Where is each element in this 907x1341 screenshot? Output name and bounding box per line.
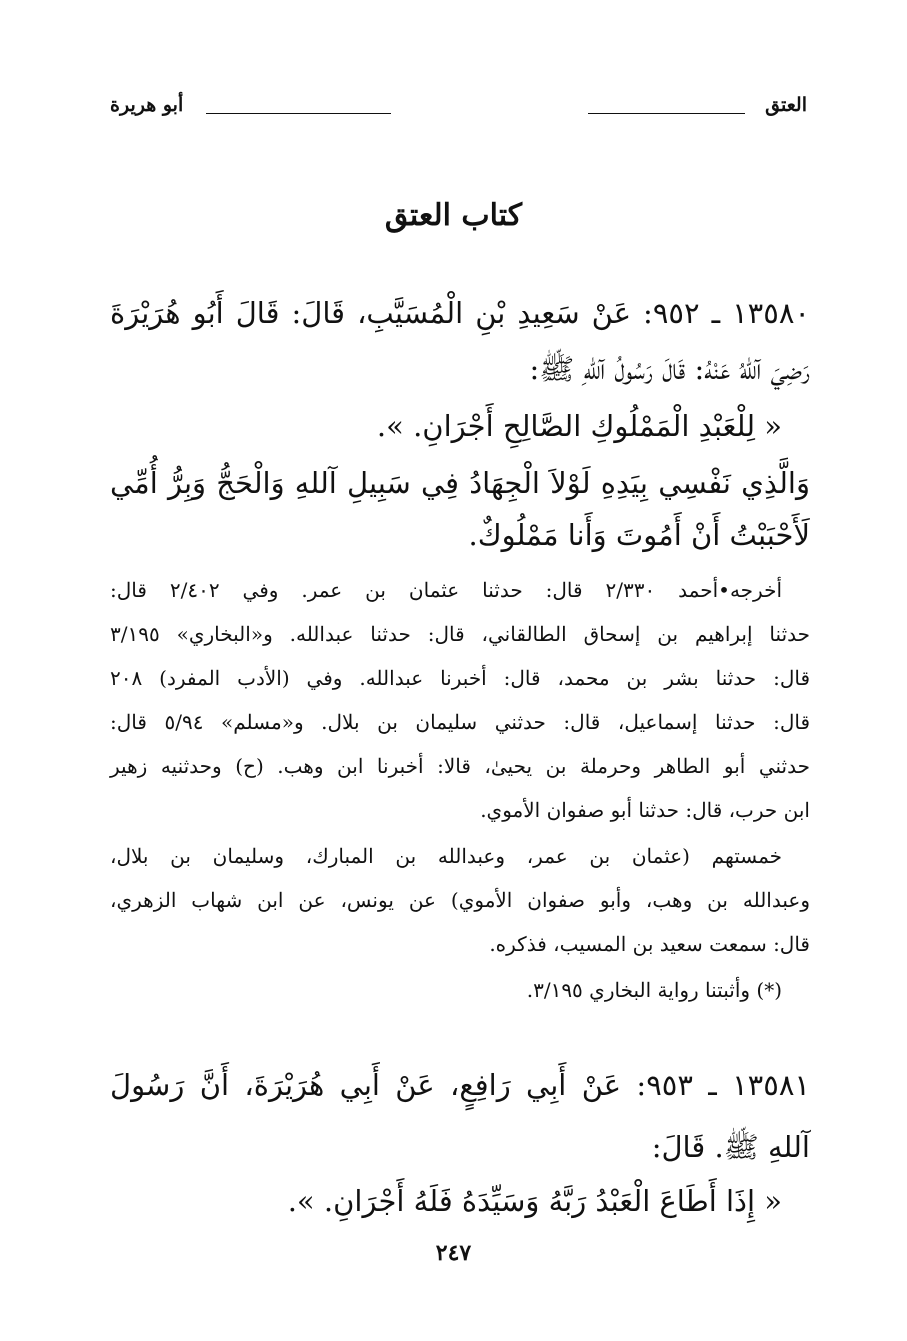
takhrij-line: قال: حدثنا بشر بن محمد، قال: أخبرنا عبدالله. وفي (الأدب المفرد) ٢٠٨: [110, 666, 811, 690]
takhrij-line: حدثنا إبراهيم بن إسحاق الطالقاني، قال: حدثنا عبدالله. و«البخاري» ٣/١٩٥: [110, 622, 810, 646]
takhrij-line: خمستهم (عثمان بن عمر، وعبدالله بن المبارك، وسليمان بن بلال،: [110, 844, 783, 868]
hadith-1: [110, 296, 810, 566]
takhrij-1: [110, 578, 810, 1018]
hadith-2-line: آللهِ ﷺ. قَالَ:: [651, 1130, 810, 1164]
page-number: ٢٤٧: [435, 1240, 472, 1266]
running-head-rule-left: [206, 113, 391, 114]
takhrij-footnote: (*) وأثبتنا رواية البخاري ٣/١٩٥.: [526, 978, 782, 1002]
hadith-1-line: لَأَحْبَبْتُ أَنْ أَمُوتَ وَأَنا مَمْلُوكٌ.: [468, 518, 810, 552]
running-head-narrator: أبو هريرة: [110, 94, 184, 116]
hadith-1-line: رَضِيَ آللهُ عَنْهُ: قَالَ رَسُولُ آللهِ ﷺ:: [529, 352, 810, 386]
takhrij-line: حدثني أبو الطاهر وحرملة بن يحيىٰ، قالا: أخبرنا ابن وهب. (ح) وحدثنيه زهير: [110, 754, 810, 778]
chapter-title: كتاب العتق: [384, 198, 523, 233]
takhrij-line: ابن حرب، قال: حدثنا أبو صفوان الأموي.: [480, 798, 810, 822]
hadith-1-line: ١٣٥٨٠ ـ ٩٥٢: عَنْ سَعِيدِ بْنِ الْمُسَيَّبِ، قَالَ: قَالَ أَبُو هُرَيْرَةَ: [110, 296, 810, 330]
hadith-2: [110, 1068, 810, 1228]
running-head: [110, 94, 807, 134]
hadith-2-line: ١٣٥٨١ ـ ٩٥٣: عَنْ أَبِي رَافِعٍ، عَنْ أَبِي هُرَيْرَةَ، أَنَّ رَسُولَ: [110, 1068, 810, 1102]
takhrij-line: قال: حدثنا إسماعيل، قال: حدثني سليمان بن بلال. و«مسلم» ٥/٩٤ قال:: [110, 710, 811, 734]
hadith-1-line: وَالَّذِي نَفْسِي بِيَدِهِ لَوْلاَ الْجِهَادُ فِي سَبِيلِ آللهِ وَالْحَجُّ وَبِرُّ أُمِّي: [110, 466, 810, 500]
running-head-chapter: العتق: [765, 94, 807, 116]
hadith-1-line: « لِلْعَبْدِ الْمَمْلُوكِ الصَّالِحِ أَجْرَانِ. ».: [376, 409, 782, 443]
takhrij-line: قال: سمعت سعيد بن المسيب، فذكره.: [489, 932, 810, 956]
takhrij-line: وعبدالله بن وهب، وأبو صفوان الأموي) عن يونس، عن ابن شهاب الزهري،: [110, 888, 810, 912]
takhrij-line: أخرجه•أحمد ٢/٣٣٠ قال: حدثنا عثمان بن عمر. وفي ٢/٤٠٢ قال:: [110, 578, 783, 602]
hadith-2-line: « إِذَا أَطَاعَ الْعَبْدُ رَبَّهُ وَسَيِّدَهُ فَلَهُ أَجْرَانِ. ».: [287, 1184, 782, 1218]
running-head-rule-right: [588, 113, 745, 114]
